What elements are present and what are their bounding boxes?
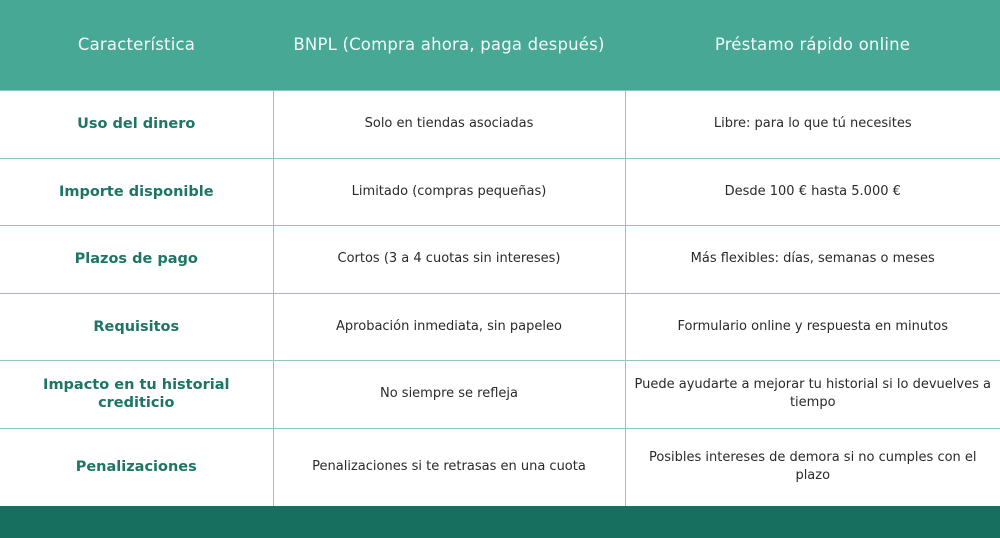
footer-bar xyxy=(0,506,1000,538)
prestamo-cell: Puede ayudarte a mejorar tu historial si lo devuelves a tiempo xyxy=(625,360,1000,428)
bnpl-cell: Solo en tiendas asociadas xyxy=(273,90,625,158)
bnpl-cell: Cortos (3 a 4 cuotas sin intereses) xyxy=(273,225,625,293)
header-prestamo: Préstamo rápido online xyxy=(714,35,911,55)
table-row xyxy=(0,428,1000,506)
table-body xyxy=(0,90,1000,506)
prestamo-cell: Desde 100 € hasta 5.000 € xyxy=(625,158,1000,225)
feature-cell: Impacto en tu historial crediticio xyxy=(0,360,273,428)
bnpl-cell: Penalizaciones si te retrasas en una cuota xyxy=(273,428,625,506)
bnpl-cell: No siempre se refleja xyxy=(273,360,625,428)
table-row xyxy=(0,90,1000,158)
table-row xyxy=(0,293,1000,360)
bnpl-cell: Limitado (compras pequeñas) xyxy=(273,158,625,225)
prestamo-cell: Libre: para lo que tú necesites xyxy=(625,90,1000,158)
header-bnpl: BNPL (Compra ahora, paga después) xyxy=(293,35,605,55)
feature-cell: Importe disponible xyxy=(0,158,273,225)
prestamo-cell: Formulario online y respuesta en minutos xyxy=(625,293,1000,360)
bnpl-cell: Aprobación inmediata, sin papeleo xyxy=(273,293,625,360)
prestamo-cell: Más flexibles: días, semanas o meses xyxy=(625,225,1000,293)
header-caracteristica: Característica xyxy=(77,35,196,55)
table-row xyxy=(0,225,1000,293)
feature-cell: Penalizaciones xyxy=(0,428,273,506)
prestamo-cell: Posibles intereses de demora si no cumples con el plazo xyxy=(625,428,1000,506)
feature-cell: Plazos de pago xyxy=(0,225,273,293)
feature-cell: Requisitos xyxy=(0,293,273,360)
header-row xyxy=(0,0,1000,90)
table-row xyxy=(0,360,1000,428)
table-row xyxy=(0,158,1000,225)
table-header xyxy=(0,0,1000,90)
feature-cell: Uso del dinero xyxy=(0,90,273,158)
